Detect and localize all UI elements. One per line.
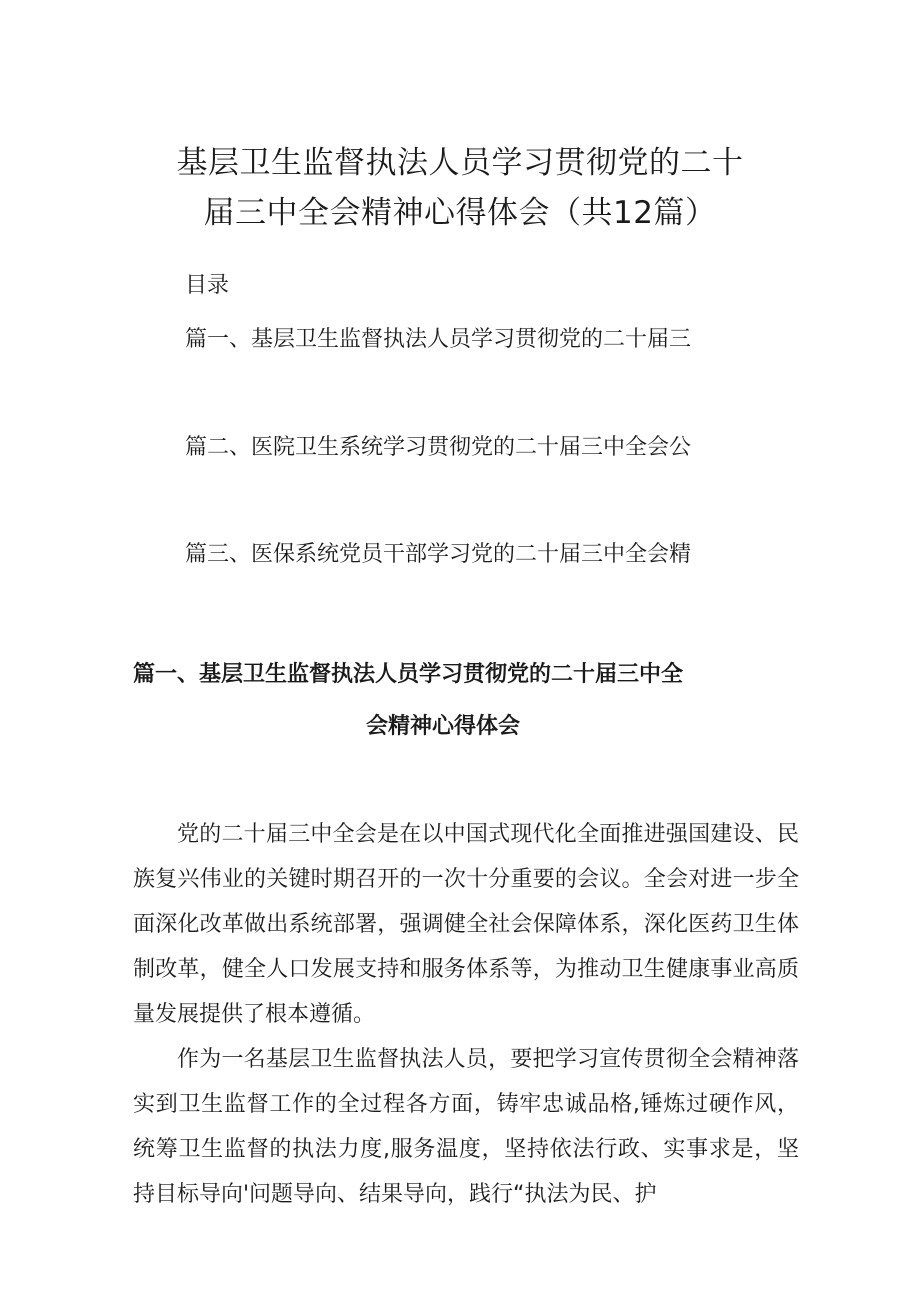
document-title-line-2: 届三中全会精神心得体会（共12篇） [203,195,717,231]
document-title-line-1: 基层卫生监督执法人员学习贯彻党的二十 [176,145,744,181]
section-title-line-2: 会精神心得体会 [365,714,520,739]
toc-item-3[interactable]: 篇三、医保系统党员干部学习党的二十届三中全会精 [185,542,692,567]
toc-item-1[interactable]: 篇一、基层卫生监督执法人员学习贯彻党的二十届三 [185,327,692,352]
body-paragraph-2: 作为一名基层卫生监督执法人员，要把学习宣传贯彻全会精神落实到卫生监督工作的全过程各方面，铸牢忠诚品格,锤炼过硬作风，统筹卫生监督的执法力度,服务温度，坚持依法行政、实事求是，坚持目标导向'问题导向、结果导向，践行“执法为民、护 [133,1047,799,1207]
section-body [133,812,799,1217]
toc-item-2[interactable]: 篇二、医院卫生系统学习贯彻党的二十届三中全会公 [185,435,692,460]
document-title [130,138,790,238]
toc-heading: 目录 [185,273,230,298]
section-title [133,655,733,747]
body-paragraph-1: 党的二十届三中全会是在以中国式现代化全面推进强国建设、民族复兴伟业的关键时期召开的一次十分重要的会议。全会对进一步全面深化改革做出系统部署，强调健全社会保障体系，深化医药卫生体制改革，健全人口发展支持和服务体系等，为推动卫生健康事业高质量发展提供了根本遵循。 [133,822,799,1027]
section-title-line-1: 篇一、基层卫生监督执法人员学习贯彻党的二十届三中全 [133,662,684,687]
